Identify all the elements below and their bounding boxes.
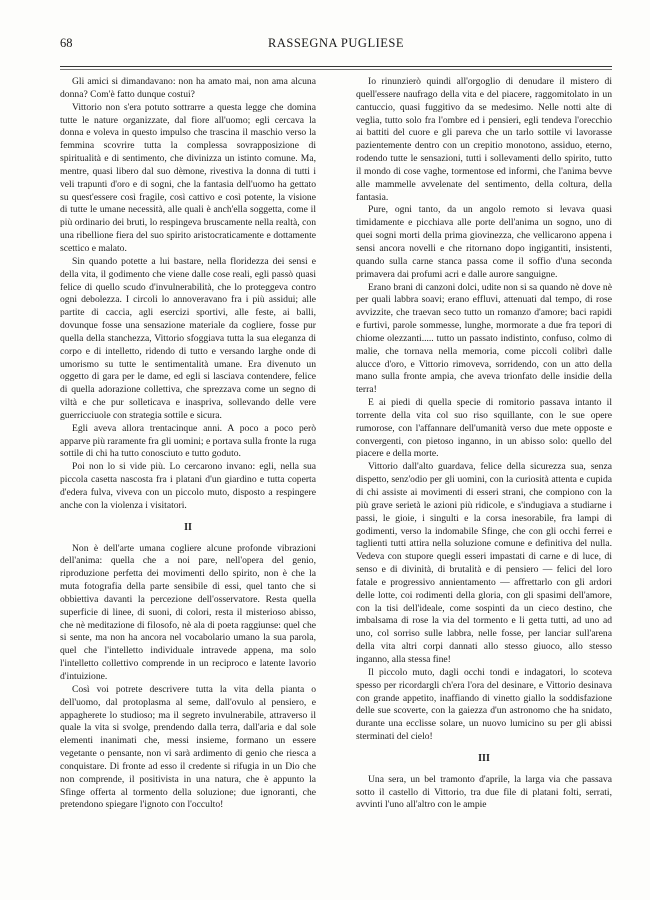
section-heading-iii: III [478, 752, 490, 764]
paragraph: Io rinunzierò quindi all'orgoglio di denudare il mistero di quell'essere naufrago della vita e del piacere, raggomitolato in un cantuccio, quasi fuggitivo da se medesimo. Nelle notti alte di veglia, tutto solo fra l'ombre ed i pensieri, egli tendeva l'orecchio ai battiti del cuore e gli pareva che un tarlo sottile vi lavorasse pazientemente dentro con un crepitio monotono, assiduo, eterno, rodendo tutte le sensazioni, tutti i sollevamenti dello spirito, tutto il mondo di cose vaghe, tormentose ed informi, che l'anima bevve alle mammelle avvelenate del sentimento, della coltura, della fantasia. [356, 76, 612, 203]
paragraph: Pure, ogni tanto, da un angolo remoto si levava quasi timidamente e picchiava alle porte dell'anima un sogno, uno di quei sogni morti della prima giovinezza, che vellicarono appena i sensi ancora novelli e che ritornano dopo ingigantiti, insistenti, quando sulla carne stanca passa come il soffio d'una seconda primavera dai profumi acri e dalle aurore sanguigne. [356, 204, 612, 280]
paragraph: Vittorio non s'era potuto sottrarre a questa legge che domina tutte le nature organizzate, dal fiore all'uomo; egli cercava la donna e voleva in questo impulso che trascina il maschio verso la femmina scovrire tutta la complessa sovrapposizione di spiritualità e di sentimento, che divinizza un istinto comune. Ma, mentre, quasi libero dal suo dèmone, rivestiva la donna di tutti i veli trapunti d'oro e di sogni, che la fantasia dell'uomo ha gettato su quest'essere così fragile, così cattivo e così potente, la visione di tutte le umane necessità, alle quali è anch'ella soggetta, come il più ordinario dei bruti, lo respingeva bruscamente nella realtà, con una ribellione fiera del suo spirito aristocraticamente e dottamente scettico e malato. [60, 101, 316, 254]
paragraph: Erano brani di canzoni dolci, udite non si sa quando nè dove nè per quali labbra soavi; erano effluvi, attenuati dal tempo, di rose avvizzite, che traevan seco tutto un romanzo d'amore; baci rapidi e furtivi, parole sommesse, lunghe, mormorate a due fra tepori di chiome olezzanti..... tutto un passato indistinto, confuso, colmo di malie, che tornava nella memoria, come piccoli colibrì dalle alucce d'oro, e Vittorio rimoveva, sorridendo, con un atto della mano sulla fronte ampia, che aveva trionfato delle insidie della terra! [356, 281, 612, 396]
header-rule-secondary [60, 69, 612, 70]
page-header [60, 30, 612, 54]
paragraph: Così voi potrete descrivere tutta la vita della pianta o dell'uomo, dal protoplasma al seme, dall'ovulo al pensiero, e appagherete lo studioso; ma il segreto invulnerabile, attraverso il quale la vita si svolge, prendendo dalla terra, dall'aria e dal sole elementi inanimati che, messi insieme, formano un essere vegetante o pensante, non vi sarà ardimento di genio che riesca a conquistare. Di fronte ad esso il credente si rifugia in un Dio che non comprende, il positivista in una natura, che è appunto la Sfinge offerta al tormento della soluzione; due ignoranti, che pretendono spiegare l'ignoto con l'occulto! [60, 683, 316, 811]
page-number: 68 [60, 36, 73, 50]
left-column [60, 76, 316, 888]
running-title: RASSEGNA PUGLIESE [268, 36, 404, 50]
section-heading-ii: II [184, 521, 192, 533]
page [60, 30, 612, 888]
paragraph: Gli amici si dimandavano: non ha amato mai, non ama alcuna donna? Com'è fatto dunque costui? [60, 76, 316, 100]
paragraph: Vittorio dall'alto guardava, felice della sicurezza sua, senza dispetto, senz'odio per gli uomini, con la curiosità attenta e cupida di chi assiste ai movimenti di esseri strani, che compiono con la più grave serietà le azioni più ridicole, e s'indugiava a studiarne i passi, le gioie, i singulti e la corsa inesorabile, fra lampi di godimenti, verso la indomabile Sfinge, che con gli occhi ferrei e taglienti tutti attira nella soluzione comune e definitiva del nulla. Vedeva con stupore quegli esseri impastati di carne e di luce, di senso e di divinità, di brutalità e di pensiero — felici del loro fatale e progressivo annientamento — affrettarlo con gli ardori delle lotte, coi rodimenti della gloria, con gli spasimi dell'amore, con la tisi dell'ideale, come sospinti da un cieco destino, che imbalsama di rose la via del tormento e li getta tutti, ad uno ad uno, col sorriso sulle labbra, nelle fosse, per lanciar sull'arena della vita altri corpi dannati allo stesso giuoco, allo stesso inganno, alla stessa fine! [356, 461, 612, 665]
paragraph: Una sera, un bel tramonto d'aprile, la larga via che passava sotto il castello di Vittorio, tra due file di platani folti, serrati, avvinti l'uno all'altro con le ampie [356, 773, 612, 811]
paragraph: Il piccolo muto, dagli occhi tondi e indagatori, lo scoteva spesso per ricordargli ch'era l'ora del desinare, e Vittorio desinava con grande appetito, inaffiando di vinetto giallo la soddisfazione delle sue scoverte, con la gaiezza d'un astronomo che ha snidato, durante una ecclisse solare, un nuovo lumicino su per gli abissi sterminati del cielo! [356, 666, 612, 743]
paragraph: Poi non lo si vide più. Lo cercarono invano: egli, nella sua piccola casetta nascosta fra i platani d'un giardino e tutta coperta d'edera fulva, viveva con un piccolo muto, disposto a respingere anche con la violenza i visitatori. [60, 461, 316, 511]
paragraph: Egli aveva allora trentacinque anni. A poco a poco però apparve più raramente fra gli uomini; e portava sulla fronte la ruga sottile di chi ha tutto conosciuto e tutto goduto. [60, 422, 316, 460]
paragraph: Non è dell'arte umana cogliere alcune profonde vibrazioni dell'anima: quella che a noi pare, nell'opera del genio, riproduzione perfetta dei movimenti dello spirito, non è che la muta fotografia della parte sensibile di essi, quel tanto che si obbiettiva davanti la percezione dell'osservatore. Resta quella superficie di linee, di suoni, di colori, resta il misterioso abisso, che nè meditazione di filosofo, nè ala di poeta raggiunse: quel che si sente, ma non ha ancora nel vocabolario umano la sua parola, quel che l'intelletto individuale intravede appena, ma solo l'intelletto collettivo comprende in un reciproco e latente lavorio d'intuizione. [60, 542, 316, 682]
right-column [356, 76, 612, 888]
text-columns [60, 76, 612, 888]
paragraph: E ai piedi di quella specie di romitorio passava intanto il torrente della vita col suo riso squillante, con le sue opere rumorose, con l'affannare dell'umanità verso due mete opposte e convergenti, con pietoso inganno, in un abisso solo: quello del piacere e della morte. [356, 397, 612, 460]
paragraph: Sin quando potette a lui bastare, nella floridezza dei sensi e della vita, il godimento che viene dalle cose reali, egli passò quasi felice di quello scudo d'invulnerabilità, che lo proteggeva contro ogni debolezza. I circoli lo annoveravano fra i più assidui; alle partite di caccia, agli esercizi sportivi, alle feste, ai balli, dovunque fosse una sensazione materiale da cogliere, fosse pur quella della stanchezza, Vittorio sfoggiava tutta la sua eleganza di corpo e di intelletto, ridendo di tutto e versando larghe onde di umorismo su tutte le sentimentalità umane. Era divenuto un oggetto di gara per le dame, ed egli si lasciava contendere, felice di quella adorazione collettiva, che sprezzava come un segno di viltà e che pur solleticava e inaspriva, sollevando delle vere guerricciuole con strategia sottile e sicura. [60, 255, 316, 421]
header-rule [60, 66, 612, 67]
